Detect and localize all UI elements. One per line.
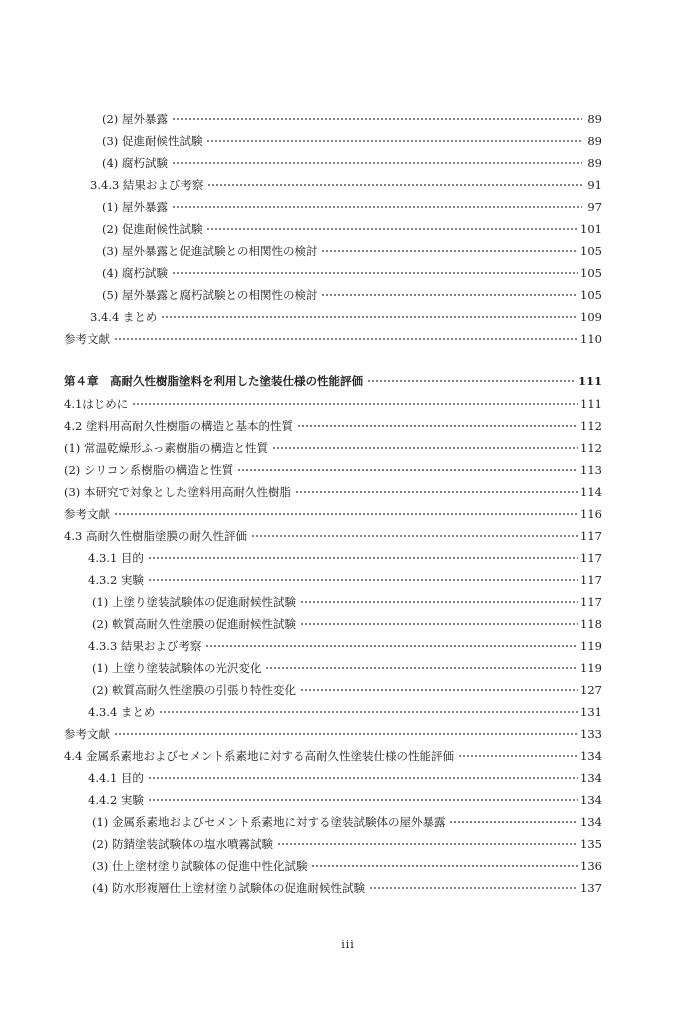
- toc-page: 134: [580, 793, 602, 807]
- toc-entry: [90, 174, 602, 196]
- dot-leader: [114, 513, 578, 515]
- toc-entry: [88, 635, 602, 657]
- toc-page: 105: [580, 288, 602, 302]
- toc-row: [0, 196, 696, 218]
- toc-label: 4.1はじめに: [64, 397, 129, 411]
- toc-row: [0, 811, 696, 833]
- dot-leader: [367, 380, 576, 382]
- toc-page: 118: [580, 617, 602, 631]
- dot-leader: [295, 491, 578, 493]
- dot-leader: [148, 777, 578, 779]
- toc-row: [0, 481, 696, 503]
- toc-page: 109: [580, 310, 602, 324]
- dot-leader: [458, 755, 578, 757]
- toc-label: 参考文献: [64, 727, 110, 741]
- toc-row: [0, 767, 696, 789]
- toc-entry: [102, 108, 602, 130]
- toc-row: [0, 657, 696, 679]
- toc-row: [0, 284, 696, 306]
- toc-label: 4.3 高耐久性樹脂塗膜の耐久性評価: [64, 529, 247, 543]
- toc-row: [0, 591, 696, 613]
- toc-label: (3) 本研究で対象とした塗料用高耐久性樹脂: [64, 485, 291, 499]
- toc-row: [0, 723, 696, 745]
- dot-leader: [251, 535, 578, 537]
- toc-row: [0, 525, 696, 547]
- toc-page: 117: [580, 595, 602, 609]
- dot-leader: [206, 228, 578, 230]
- toc-entry: [92, 833, 602, 855]
- dot-leader: [148, 579, 578, 581]
- toc-entry: [102, 196, 602, 218]
- toc-label: 参考文献: [64, 507, 110, 521]
- toc-entry: [102, 130, 602, 152]
- toc-label: (5) 屋外暴露と腐朽試験との相関性の検討: [102, 288, 318, 302]
- toc-entry: [92, 613, 602, 635]
- toc-label: (1) 常温乾燥形ふっ素樹脂の構造と性質: [64, 441, 268, 455]
- toc-entry: [90, 306, 602, 328]
- toc-entry: [88, 789, 602, 811]
- toc-entry: [64, 415, 602, 437]
- toc-chapter-row: [0, 370, 696, 392]
- toc-row: [0, 459, 696, 481]
- toc-row: [0, 108, 696, 130]
- toc-page: 117: [580, 573, 602, 587]
- toc-row: [0, 152, 696, 174]
- toc-entry: [64, 437, 602, 459]
- toc-row: [0, 701, 696, 723]
- toc-page: 112: [580, 441, 602, 455]
- toc-label: 3.4.4 まとめ: [90, 310, 158, 324]
- dot-leader: [265, 667, 578, 669]
- toc-label: 4.4.1 目的: [88, 771, 144, 785]
- toc-row: [0, 437, 696, 459]
- toc-page: 114: [580, 485, 602, 499]
- toc-page: 112: [580, 419, 602, 433]
- dot-leader: [132, 403, 578, 405]
- toc-page: 113: [580, 463, 602, 477]
- toc-label: (1) 金属系素地およびセメント系素地に対する塗装試験体の屋外暴露: [92, 815, 446, 829]
- toc-entry: [64, 370, 602, 392]
- dot-leader: [172, 206, 582, 208]
- toc-label: 4.4.2 実験: [88, 793, 144, 807]
- toc-row: [0, 415, 696, 437]
- dot-leader: [277, 843, 578, 845]
- dot-leader: [114, 733, 578, 735]
- toc-entry: [88, 547, 602, 569]
- dot-leader: [300, 601, 578, 603]
- toc-page: 89: [587, 112, 602, 126]
- toc-row: [0, 130, 696, 152]
- toc-page: 119: [580, 639, 602, 653]
- dot-leader: [148, 799, 578, 801]
- toc-entry: [64, 525, 602, 547]
- toc-entry: [92, 811, 602, 833]
- toc-label: 第４章 高耐久性樹脂塗料を利用した塗装仕様の性能評価: [64, 374, 363, 388]
- toc-page: 116: [580, 507, 602, 521]
- toc-label: 4.3.4 まとめ: [88, 705, 156, 719]
- toc-page: 101: [580, 222, 602, 236]
- toc-entry: [64, 459, 602, 481]
- toc-row: [0, 679, 696, 701]
- toc-row: [0, 613, 696, 635]
- dot-leader: [161, 316, 578, 318]
- toc-page: 105: [580, 266, 602, 280]
- dot-leader: [300, 623, 578, 625]
- toc-page: 111: [577, 374, 602, 388]
- toc-label: 参考文献: [64, 332, 110, 346]
- toc-entry: [92, 657, 602, 679]
- toc-entry: [64, 745, 602, 767]
- toc-row: [0, 877, 696, 899]
- toc-label: (1) 上塗り塗装試験体の光沢変化: [92, 661, 262, 675]
- toc-row: [0, 393, 696, 415]
- toc-label: (4) 腐朽試験: [102, 266, 168, 280]
- dot-leader: [205, 645, 578, 647]
- toc-page: 89: [587, 156, 602, 170]
- dot-leader: [297, 425, 578, 427]
- toc-label: (2) シリコン系樹脂の構造と性質: [64, 463, 234, 477]
- toc-entry: [92, 855, 602, 877]
- toc-page: 134: [580, 815, 602, 829]
- toc-entry: [64, 393, 602, 415]
- toc-label: (4) 腐朽試験: [102, 156, 168, 170]
- toc-entry: [88, 701, 602, 723]
- toc-label: (3) 仕上塗材塗り試験体の促進中性化試験: [92, 859, 308, 873]
- toc-row: [0, 174, 696, 196]
- dot-leader: [159, 711, 578, 713]
- dot-leader: [237, 469, 578, 471]
- toc-page: 89: [587, 134, 602, 148]
- toc-entry: [92, 679, 602, 701]
- toc-page: 111: [580, 397, 602, 411]
- toc-page: 131: [580, 705, 602, 719]
- toc-page: 91: [587, 178, 602, 192]
- dot-leader: [172, 118, 582, 120]
- toc-row: [0, 833, 696, 855]
- toc-page: 134: [580, 749, 602, 763]
- toc-page: 134: [580, 771, 602, 785]
- toc-entry: [64, 481, 602, 503]
- dot-leader: [206, 140, 582, 142]
- dot-leader: [369, 887, 578, 889]
- toc-row: [0, 635, 696, 657]
- toc-entry: [102, 284, 602, 306]
- toc-label: 4.3.2 実験: [88, 573, 144, 587]
- toc-label: (3) 屋外暴露と促進試験との相関性の検討: [102, 244, 318, 258]
- toc-row: [0, 745, 696, 767]
- dot-leader: [114, 338, 578, 340]
- toc-page: 137: [580, 881, 602, 895]
- toc-entry: [102, 152, 602, 174]
- toc-row: [0, 240, 696, 262]
- toc-page: 119: [580, 661, 602, 675]
- toc-row: [0, 328, 696, 350]
- toc-entry: [102, 262, 602, 284]
- toc-entry: [88, 569, 602, 591]
- dot-leader: [311, 865, 578, 867]
- toc-page: 105: [580, 244, 602, 258]
- dot-leader: [449, 821, 578, 823]
- dot-leader: [207, 184, 582, 186]
- dot-leader: [321, 250, 578, 252]
- toc-entry: [88, 767, 602, 789]
- toc-page: 136: [580, 859, 602, 873]
- toc-label: (2) 促進耐候性試験: [102, 222, 203, 236]
- toc-label: (4) 防水形複層仕上塗材塗り試験体の促進耐候性試験: [92, 881, 365, 895]
- toc-page: 117: [580, 551, 602, 565]
- toc-entry: [102, 218, 602, 240]
- toc-row: [0, 547, 696, 569]
- toc-label: 4.3.3 結果および考察: [88, 639, 202, 653]
- toc-row: [0, 789, 696, 811]
- toc-row: [0, 306, 696, 328]
- toc-entry: [92, 877, 602, 899]
- dot-leader: [172, 272, 578, 274]
- toc-label: (2) 防錆塗装試験体の塩水噴霧試験: [92, 837, 273, 851]
- toc-label: (1) 上塗り塗装試験体の促進耐候性試験: [92, 595, 296, 609]
- toc-label: 3.4.3 結果および考察: [90, 178, 204, 192]
- dot-leader: [300, 689, 578, 691]
- toc-page: 133: [580, 727, 602, 741]
- dot-leader: [172, 162, 582, 164]
- toc-page: 110: [580, 332, 602, 346]
- toc-entry: [64, 723, 602, 745]
- toc-row: [0, 218, 696, 240]
- toc-label: (3) 促進耐候性試験: [102, 134, 203, 148]
- toc-label: (2) 屋外暴露: [102, 112, 168, 126]
- toc-page: 117: [580, 529, 602, 543]
- dot-leader: [272, 447, 578, 449]
- toc-row: [0, 855, 696, 877]
- toc-entry: [64, 328, 602, 350]
- toc-label: (2) 軟質高耐久性塗膜の促進耐候性試験: [92, 617, 296, 631]
- toc-page: 135: [580, 837, 602, 851]
- toc-entry: [92, 591, 602, 613]
- toc-page: 97: [587, 200, 602, 214]
- toc-row: [0, 262, 696, 284]
- toc-label: (2) 軟質高耐久性塗膜の引張り特性変化: [92, 683, 296, 697]
- toc-row: [0, 569, 696, 591]
- toc-label: 4.2 塗料用高耐久性樹脂の構造と基本的性質: [64, 419, 293, 433]
- toc-row: [0, 503, 696, 525]
- page-number: iii: [341, 938, 355, 951]
- toc-label: 4.4 金属系素地およびセメント系素地に対する高耐久性塗装仕様の性能評価: [64, 749, 454, 763]
- toc-label: 4.3.1 目的: [88, 551, 144, 565]
- toc-label: (1) 屋外暴露: [102, 200, 168, 214]
- toc-entry: [102, 240, 602, 262]
- toc-page: 127: [580, 683, 602, 697]
- toc-entry: [64, 503, 602, 525]
- dot-leader: [148, 557, 578, 559]
- dot-leader: [321, 294, 578, 296]
